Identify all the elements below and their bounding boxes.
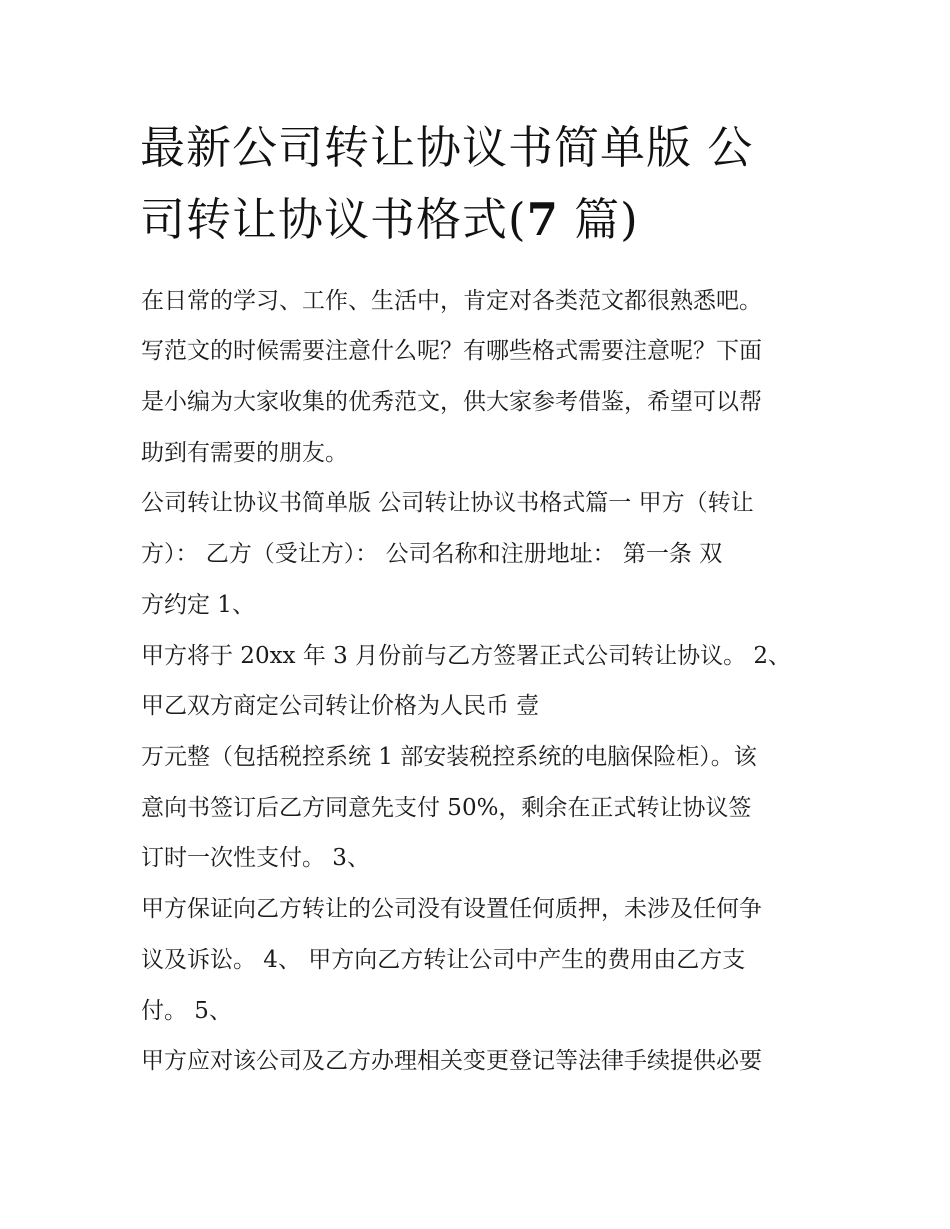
body-line-2: 写范文的时候需要注意什么呢？有哪些格式需要注意呢？下面	[141, 338, 762, 364]
body-line-13: 甲方保证向乙方转让的公司没有设置任何质押，未涉及任何争	[141, 896, 762, 922]
document-title	[140, 112, 820, 256]
body-line-5: 公司转让协议书简单版 公司转让协议书格式篇一 甲方（转让	[141, 490, 754, 516]
body-line-3: 是小编为大家收集的优秀范文，供大家参考借鉴，希望可以帮	[141, 389, 762, 415]
title-line-1: 最新公司转让协议书简单版 公	[140, 121, 754, 174]
body-line-6: 方）： 乙方（受让方）： 公司名称和注册地址： 第一条 双	[141, 541, 723, 567]
body-line-10: 万元整（包括税控系统 1 部安装税控系统的电脑保险柜）。该	[141, 744, 757, 770]
body-line-1: 在日常的学习、工作、生活中，肯定对各类范文都很熟悉吧。	[141, 288, 762, 314]
body-line-9: 甲乙双方商定公司转让价格为人民币 壹	[141, 693, 540, 719]
body-line-16: 甲方应对该公司及乙方办理相关变更登记等法律手续提供必要	[141, 1048, 762, 1074]
body-line-4: 助到有需要的朋友。	[141, 440, 348, 466]
body-line-7: 方约定 1、	[141, 592, 255, 618]
body-line-11: 意向书签订后乙方同意先支付 50%，剩余在正式转让协议签	[141, 795, 752, 821]
body-line-14: 议及诉讼。 4、 甲方向乙方转让公司中产生的费用由乙方支	[141, 947, 746, 973]
title-line-2-post: 篇)	[558, 193, 639, 246]
title-line-2-pre: 司转让协议书格式(	[140, 193, 527, 246]
body-line-12: 订时一次性支付。 3、	[141, 845, 370, 871]
body-line-8: 甲方将于 20xx 年 3 月份前与乙方签署正式公司转让协议。 2、	[141, 643, 792, 669]
title-count: 7	[526, 193, 559, 246]
body-line-15: 付。 5、	[141, 998, 232, 1024]
